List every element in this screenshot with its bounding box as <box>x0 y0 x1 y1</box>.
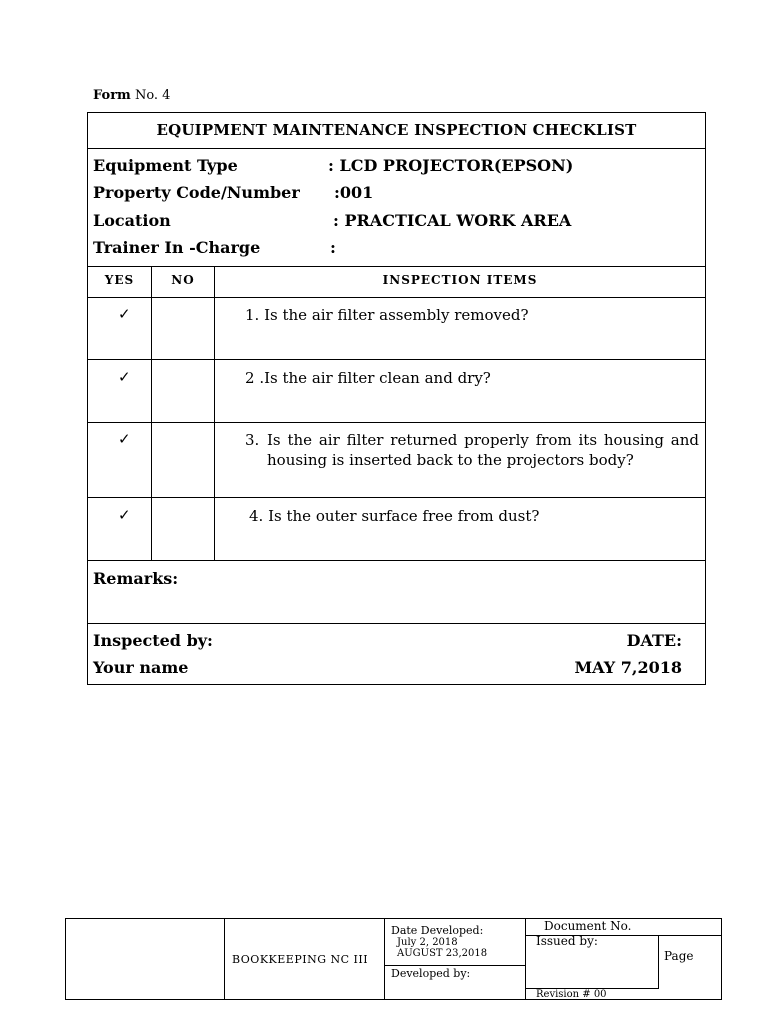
yes-check-icon: ✓ <box>118 368 131 386</box>
divider <box>88 148 705 149</box>
checklist-title: EQUIPMENT MAINTENANCE INSPECTION CHECKLIST <box>156 121 637 139</box>
divider <box>88 297 705 298</box>
info-value-property-code: :001 <box>334 183 374 202</box>
document-footer <box>65 918 722 1000</box>
footer-divider <box>525 919 526 999</box>
divider <box>88 266 705 267</box>
date-developed-2: AUGUST 23,2018 <box>397 948 488 959</box>
footer-divider <box>658 935 659 989</box>
divider <box>88 497 705 498</box>
column-header-no: NO <box>171 273 195 287</box>
inspection-item-4 <box>249 506 539 526</box>
course-name: BOOKKEEPING NC III <box>232 953 369 966</box>
form-number <box>93 88 170 103</box>
inspector-name: Your name <box>93 658 189 677</box>
divider <box>88 560 705 561</box>
page-label: Page <box>664 949 694 963</box>
column-header-yes: YES <box>104 273 135 287</box>
info-value-location: : PRACTICAL WORK AREA <box>333 211 572 230</box>
yes-check-icon: ✓ <box>118 430 131 448</box>
item-text: Is the air filter returned properly from its housing and housing is inserted back to the projectors body? <box>267 431 699 469</box>
inspection-item-3 <box>245 430 699 470</box>
footer-divider <box>384 919 385 999</box>
divider <box>88 422 705 423</box>
checklist-table <box>87 112 706 685</box>
item-number: 2 <box>245 369 255 387</box>
form-number-value: No. 4 <box>134 88 171 103</box>
column-divider <box>151 266 152 560</box>
inspection-item-1 <box>245 305 529 325</box>
item-text: Is the air filter assembly removed? <box>264 306 529 324</box>
item-number: 4. <box>249 507 264 525</box>
date-developed-1: July 2, 2018 <box>397 937 458 948</box>
item-number: 1. <box>245 306 260 324</box>
item-text: .Is the air filter clean and dry? <box>259 369 491 387</box>
date-developed-label: Date Developed: <box>391 924 484 937</box>
divider <box>88 623 705 624</box>
inspection-item-2 <box>245 368 491 388</box>
yes-check-icon: ✓ <box>118 305 131 323</box>
footer-divider <box>384 965 525 966</box>
footer-divider <box>224 919 225 999</box>
info-label-property-code: Property Code/Number <box>93 183 300 202</box>
item-text: Is the outer surface free from dust? <box>268 507 540 525</box>
info-value-equipment-type: : LCD PROJECTOR(EPSON) <box>328 156 574 175</box>
inspected-by-label: Inspected by: <box>93 631 213 650</box>
issued-by-label: Issued by: <box>536 934 598 948</box>
revision-label: Revision # 00 <box>536 989 607 1000</box>
form-label: Form <box>93 88 131 103</box>
column-divider <box>214 266 215 560</box>
date-label: DATE: <box>626 631 682 650</box>
info-value-trainer: : <box>330 238 336 257</box>
document-no-label: Document No. <box>544 919 632 933</box>
developed-by-label: Developed by: <box>391 967 471 980</box>
info-label-trainer: Trainer In -Charge <box>93 238 261 257</box>
yes-check-icon: ✓ <box>118 506 131 524</box>
divider <box>88 359 705 360</box>
remarks-label: Remarks: <box>93 569 179 588</box>
info-label-location: Location <box>93 211 171 230</box>
date-value: MAY 7,2018 <box>574 658 682 677</box>
item-number: 3. <box>245 431 260 449</box>
info-label-equipment-type: Equipment Type <box>93 156 238 175</box>
column-header-inspection-items: INSPECTION ITEMS <box>382 273 538 287</box>
